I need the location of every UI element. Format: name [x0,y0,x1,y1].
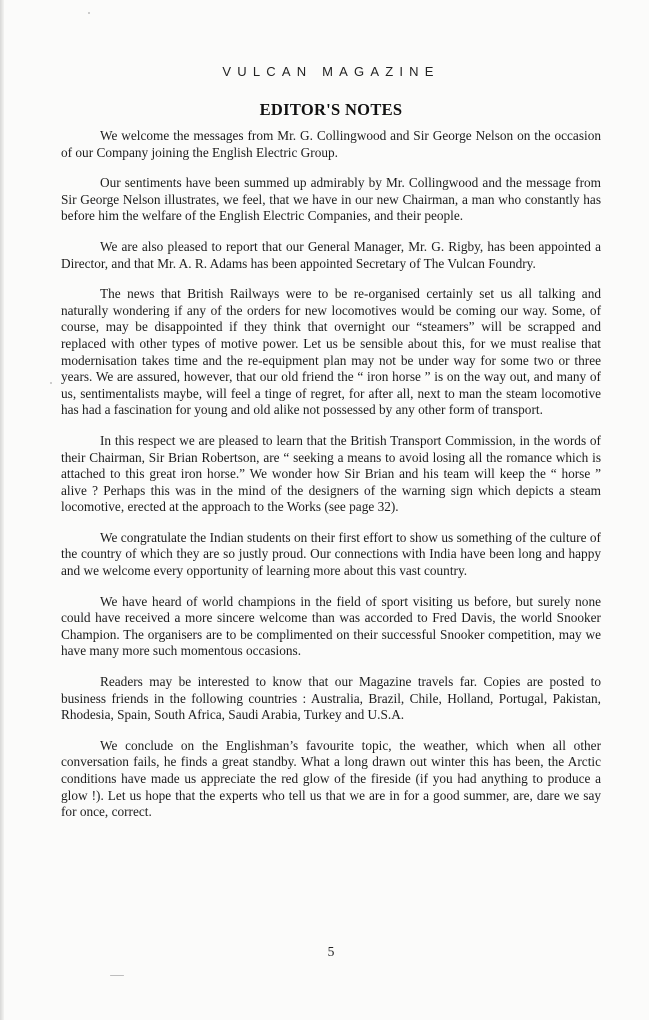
paragraph-welcome: We welcome the messages from Mr. G. Collingwood and Sir George Nelson on the occasion of our Company joining the English Electric Group. [61,128,601,160]
paragraph-sentiments: Our sentiments have been summed up admirably by Mr. Collingwood and the message from Sir George Nelson illustrates, we feel, that we have in our new Chairman, a man who constantly has before him the welfare of the English Electric Companies, and their people. [61,175,601,224]
page-number: 5 [327,944,335,959]
paragraph-appointments: We are also pleased to report that our General Manager, Mr. G. Rigby, has been appointed a Director, and that Mr. A. R. Adams has been appointed Secretary of The Vulcan Foundry. [61,238,601,271]
print-speck [110,975,124,976]
article-title: EDITOR'S NOTES [259,100,403,119]
article-body [61,128,601,835]
paragraph-snooker: We have heard of world champions in the field of sport visiting us before, but surely none could have received a more sincere welcome than was accorded to Fred Davis, the world Snooker Champion. The organisers are to be complimented on their successful Snooker competition, may we have many more such momentous occasions. [61,593,601,659]
magazine-masthead: VULCAN MAGAZINE [222,64,440,79]
print-speck [88,12,90,14]
paragraph-indian-students: We congratulate the Indian students on their first effort to show us something of the culture of the country of which they are so justly proud. Our connections with India have been long and happy and we welcome every opportunity of learning more about this vast country. [61,529,601,579]
page-edge-shadow [0,0,4,1020]
paragraph-magazine-travels: Readers may be interested to know that our Magazine travels far. Copies are posted to business friends in the following countries : Australia, Brazil, Chile, Holland, Portugal, Pakistan, Rhodesia, Spain, South Africa, Saudi Arabia, Turkey and U.S.A. [61,674,601,723]
paragraph-transport-commission: In this respect we are pleased to learn that the British Transport Commission, in the words of their Chairman, Sir Brian Robertson, are “ seeking a means to avoid losing all the romance which is attached to this great iron horse.” We wonder how Sir Brian and his team will keep the “ horse ” alive ? Perhaps this was in the mind of the designers of the warning sign which depicts a steam locomotive, erected at the approach to the Works (see page 32). [61,432,601,515]
print-speck [50,382,52,384]
paragraph-british-railways: The news that British Railways were to be re-organised certainly set us all talking and naturally wondering if any of the orders for new locomotives would be coming our way. Some, of course, may be disappointed if they think that overnight our “steamers” will be scrapped and replaced with other types of motive power. Let us be sensible about this, for we must realise that modernisation takes time and the re-equipment plan may not be under way for some two or three years. We are assured, however, that our old friend the “ iron horse ” is on the way out, and many of us, sentimentalists maybe, will feel a tinge of regret, for after all, next to man the steam locomotive has had a fascination for young and old alike not possessed by any other form of transport. [61,286,601,418]
paragraph-weather: We conclude on the Englishman’s favourite topic, the weather, which when all other conversation fails, he finds a great standby. What a long drawn out winter this has been, the Arctic conditions have made us appreciate the red glow of the fireside (if you had anything to produce a glow !). Let us hope that the experts who tell us that we are in for a good summer, are, dare we say for once, correct. [61,737,601,820]
